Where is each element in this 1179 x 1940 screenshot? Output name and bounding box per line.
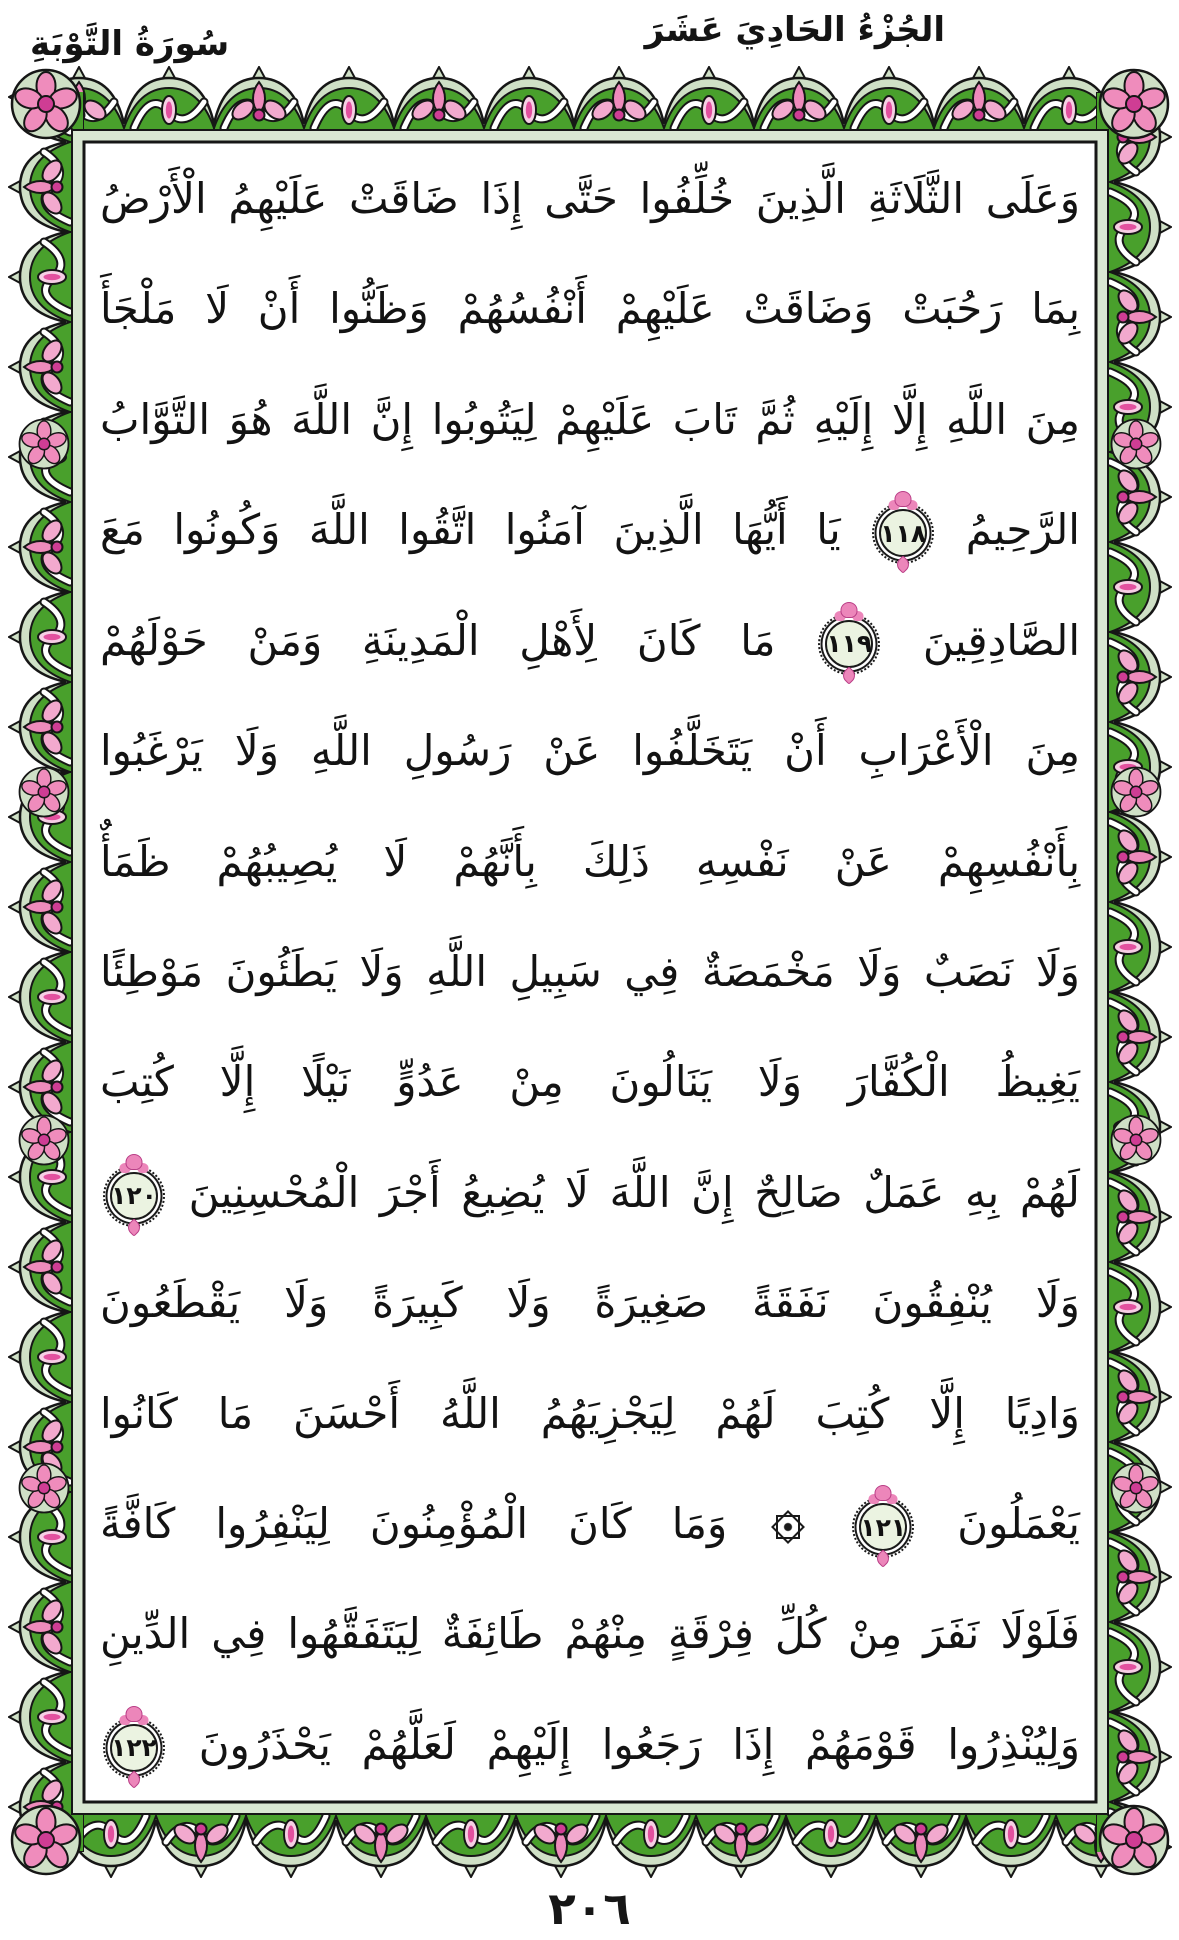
medallion-top-flower-icon xyxy=(841,602,858,618)
quran-line xyxy=(100,588,1080,694)
word: مَلْجَأَ xyxy=(100,284,177,334)
word: رَحُبَتْ xyxy=(902,284,1003,334)
word: أَنْ xyxy=(784,726,827,776)
word: اتَّقُوا xyxy=(398,505,477,555)
medallion-top-flower-icon xyxy=(126,1154,143,1170)
word: اللَّهِ xyxy=(426,946,487,996)
word: اللَّهَ xyxy=(291,394,352,444)
word: الرَّحِيمُ xyxy=(965,505,1080,555)
quran-line xyxy=(100,1692,1080,1798)
word: يَطَئُونَ xyxy=(225,946,337,996)
word: يَنَالُونَ xyxy=(609,1057,713,1107)
word: يَتَخَلَّفُوا xyxy=(632,726,753,776)
word: قَوْمَهُمْ xyxy=(805,1719,917,1769)
word: التَّوَّابُ xyxy=(100,394,211,444)
word: ضَاقَتْ xyxy=(349,174,459,223)
word: يَا xyxy=(816,505,841,555)
medallion-top-flower-icon xyxy=(126,1706,143,1722)
word: كَبِيرَةً xyxy=(372,1278,463,1328)
word: وَادِيًا xyxy=(1004,1388,1080,1438)
verse-number: ١١٩ xyxy=(826,629,873,659)
word: إِلَّا xyxy=(891,394,928,444)
word: مَعَ xyxy=(100,505,145,555)
word: يَغِيظُ xyxy=(995,1057,1080,1107)
word: لَا xyxy=(383,836,408,886)
word: فَلَوْلَا xyxy=(1000,1609,1080,1659)
word: وَلَا xyxy=(857,946,902,996)
word: نَفْسِهِ xyxy=(695,836,789,886)
word: ذَلِكَ xyxy=(582,836,650,886)
word: وَلَا xyxy=(757,1057,802,1107)
word: وَكُونُوا xyxy=(173,505,281,555)
word: صَغِيرَةً xyxy=(594,1278,709,1328)
quran-line xyxy=(100,477,1080,583)
word: وَمَنْ xyxy=(247,615,323,665)
word: اللَّهُ xyxy=(439,1388,501,1438)
word: الْأَرْضُ xyxy=(100,174,207,223)
medallion-top-flower-icon xyxy=(875,1485,892,1501)
word: اللَّهَ xyxy=(308,505,370,555)
word: أَنْ xyxy=(257,284,301,334)
word: إِذَا xyxy=(480,174,523,223)
word: لَهُمْ xyxy=(1019,1167,1080,1217)
word: لِيَتُوبُوا xyxy=(431,394,537,444)
word: إِنَّ xyxy=(691,1167,734,1217)
quran-line xyxy=(100,698,1080,804)
word: كُتِبَ xyxy=(815,1388,890,1438)
word: ثُمَّ xyxy=(755,394,796,444)
word: خُلِّفُوا xyxy=(639,174,735,223)
quran-line xyxy=(100,367,1080,473)
word: بِمَا xyxy=(1031,284,1081,334)
word: لِيَتَفَقَّهُوا xyxy=(287,1609,421,1659)
medallion-top-flower-icon xyxy=(895,491,912,507)
quran-text xyxy=(84,142,1096,1802)
verse-number-marker xyxy=(856,1500,910,1554)
quran-line xyxy=(100,1471,1080,1577)
word: اللَّهِ xyxy=(946,394,1007,444)
word: أَجْرَ xyxy=(379,1167,441,1217)
word: اللَّهِ xyxy=(310,726,372,776)
quran-line xyxy=(100,1581,1080,1687)
word: وَظَنُّوا xyxy=(329,284,429,334)
word: مِنْ xyxy=(509,1057,564,1107)
verse-number: ١٢١ xyxy=(860,1512,907,1542)
word: أَحْسَنَ xyxy=(292,1388,401,1438)
verse-number-marker xyxy=(107,1169,161,1223)
word: مِنْ xyxy=(847,1609,903,1659)
word: نَفَرَ xyxy=(923,1609,980,1659)
word: كُلِّ xyxy=(774,1609,827,1659)
quran-line xyxy=(100,1140,1080,1246)
word: الْأَعْرَابِ xyxy=(858,726,994,776)
word: مَخْمَصَةٌ xyxy=(701,946,835,996)
word: مَا xyxy=(217,1388,254,1438)
word: حَوْلَهُمْ xyxy=(100,615,208,665)
word: كَانَ xyxy=(568,1499,632,1549)
word: مِنْهُمْ xyxy=(564,1609,647,1659)
word: مِنَ xyxy=(1025,394,1081,444)
word: لِيَجْزِيَهُمُ xyxy=(540,1388,676,1438)
word: عَدُوٍّ xyxy=(396,1057,464,1107)
word: ظَمَأٌ xyxy=(100,836,171,886)
word: الْكُفَّارَ xyxy=(847,1057,950,1107)
word: آمَنُوا xyxy=(504,505,585,555)
word: هُوَ xyxy=(228,394,273,444)
word: عَلَيْهِمْ xyxy=(555,394,655,444)
word: مَوْطِئًا xyxy=(100,946,204,996)
word: فِرْقَةٍ xyxy=(667,1609,754,1659)
word: لَهُمْ xyxy=(715,1388,776,1438)
word: نَفَقَةً xyxy=(752,1278,829,1328)
word: الْمُؤْمِنُونَ xyxy=(369,1499,529,1549)
word: وَلِيُنْذِرُوا xyxy=(947,1719,1081,1769)
word: وَلَا xyxy=(359,946,404,996)
word: لَا xyxy=(565,1167,589,1217)
word: أَنْفُسُهُمْ xyxy=(457,284,587,334)
word: بِهِ xyxy=(964,1167,1000,1217)
word: لِأَهْلِ xyxy=(519,615,598,665)
word: الثَّلَاثَةِ xyxy=(867,174,965,223)
word: وَلَا xyxy=(234,726,280,776)
word: فِي xyxy=(211,1609,267,1659)
verse-number: ١٢٠ xyxy=(111,1181,157,1211)
quran-line xyxy=(100,1250,1080,1356)
word: يُصِيبُهُمْ xyxy=(216,836,338,886)
word: إِذَا xyxy=(732,1719,775,1769)
word: أَيُّهَا xyxy=(732,505,788,555)
rub-el-hizb-icon xyxy=(771,1510,805,1544)
word: عَنْ xyxy=(543,726,601,776)
word: تَابَ xyxy=(672,394,737,444)
word: مِنَ xyxy=(1025,726,1080,776)
word: الْمَدِينَةِ xyxy=(361,615,480,665)
word: اللَّهَ xyxy=(609,1167,671,1217)
word: مَا xyxy=(740,615,776,665)
word: لَعَلَّهُمْ xyxy=(361,1719,456,1769)
word: عَلَيْهِمُ xyxy=(228,174,328,223)
word: حَتَّى xyxy=(544,174,618,223)
word: لِيَنْفِرُوا xyxy=(215,1499,330,1549)
quran-line xyxy=(100,256,1080,362)
word: صَالِحٌ xyxy=(754,1167,843,1217)
page-number: ٢٠٦ xyxy=(548,1882,631,1935)
word: عَلَيْهِمْ xyxy=(615,284,715,334)
word: نَيْلًا xyxy=(301,1057,351,1107)
word: إِلَّا xyxy=(929,1388,965,1438)
word: كَانُوا xyxy=(100,1388,178,1438)
word: إِلَيْهِمْ xyxy=(486,1719,572,1769)
word: إِلَّا xyxy=(219,1057,256,1107)
word: رَسُولِ xyxy=(403,726,512,776)
word: يَحْذَرُونَ xyxy=(198,1719,331,1769)
word: الدِّينِ xyxy=(100,1609,191,1659)
word: طَائِفَةٌ xyxy=(441,1609,544,1659)
word: كَافَّةً xyxy=(100,1499,176,1549)
verse-number: ١١٨ xyxy=(880,518,927,548)
word: وَلَا xyxy=(506,1278,551,1328)
word: رَجَعُوا xyxy=(601,1719,702,1769)
quran-line xyxy=(100,1029,1080,1135)
quran-line xyxy=(100,919,1080,1025)
juz-header: الجُزْءُ الحَادِيَ عَشَرَ xyxy=(644,10,945,50)
word: إِلَيْهِ xyxy=(813,394,874,444)
verse-number-marker xyxy=(876,506,930,560)
word: لَا xyxy=(205,284,230,334)
word: نَصَبٌ xyxy=(923,946,1014,996)
word: يَرْغَبُوا xyxy=(100,726,203,776)
word: وَمَا xyxy=(671,1499,728,1549)
surah-header: سُورَةُ التَّوْبَةِ xyxy=(30,24,230,64)
word: كَانَ xyxy=(636,615,701,665)
word: وَلَا xyxy=(1035,946,1080,996)
word: بِأَنْفُسِهِمْ xyxy=(937,836,1081,886)
verse-number-marker xyxy=(822,617,876,671)
verse-number-marker xyxy=(107,1721,161,1775)
word: يُنْفِقُونَ xyxy=(872,1278,992,1328)
verse-number: ١٢٢ xyxy=(111,1733,157,1763)
word: عَنْ xyxy=(834,836,892,886)
word: الَّذِينَ xyxy=(613,505,704,555)
word: وَعَلَى xyxy=(985,174,1080,223)
word: وَلَا xyxy=(1035,1278,1080,1328)
word: يُضِيعُ xyxy=(461,1167,545,1217)
word: يَعْمَلُونَ xyxy=(957,1499,1080,1549)
word: الْمُحْسِنِينَ xyxy=(188,1167,360,1217)
word: يَقْطَعُونَ xyxy=(100,1278,241,1328)
quran-line xyxy=(100,809,1080,915)
word: كُتِبَ xyxy=(100,1057,174,1107)
quran-line xyxy=(100,146,1080,252)
word: بِأَنَّهُمْ xyxy=(453,836,537,886)
word: الصَّادِقِينَ xyxy=(922,615,1081,665)
quran-line xyxy=(100,1361,1080,1467)
word: الَّذِينَ xyxy=(755,174,846,223)
word: وَضَاقَتْ xyxy=(743,284,874,334)
word: إِنَّ xyxy=(370,394,414,444)
word: عَمَلٌ xyxy=(863,1167,945,1217)
word: سَبِيلِ xyxy=(509,946,602,996)
word: وَلَا xyxy=(284,1278,329,1328)
word: فِي xyxy=(624,946,680,996)
